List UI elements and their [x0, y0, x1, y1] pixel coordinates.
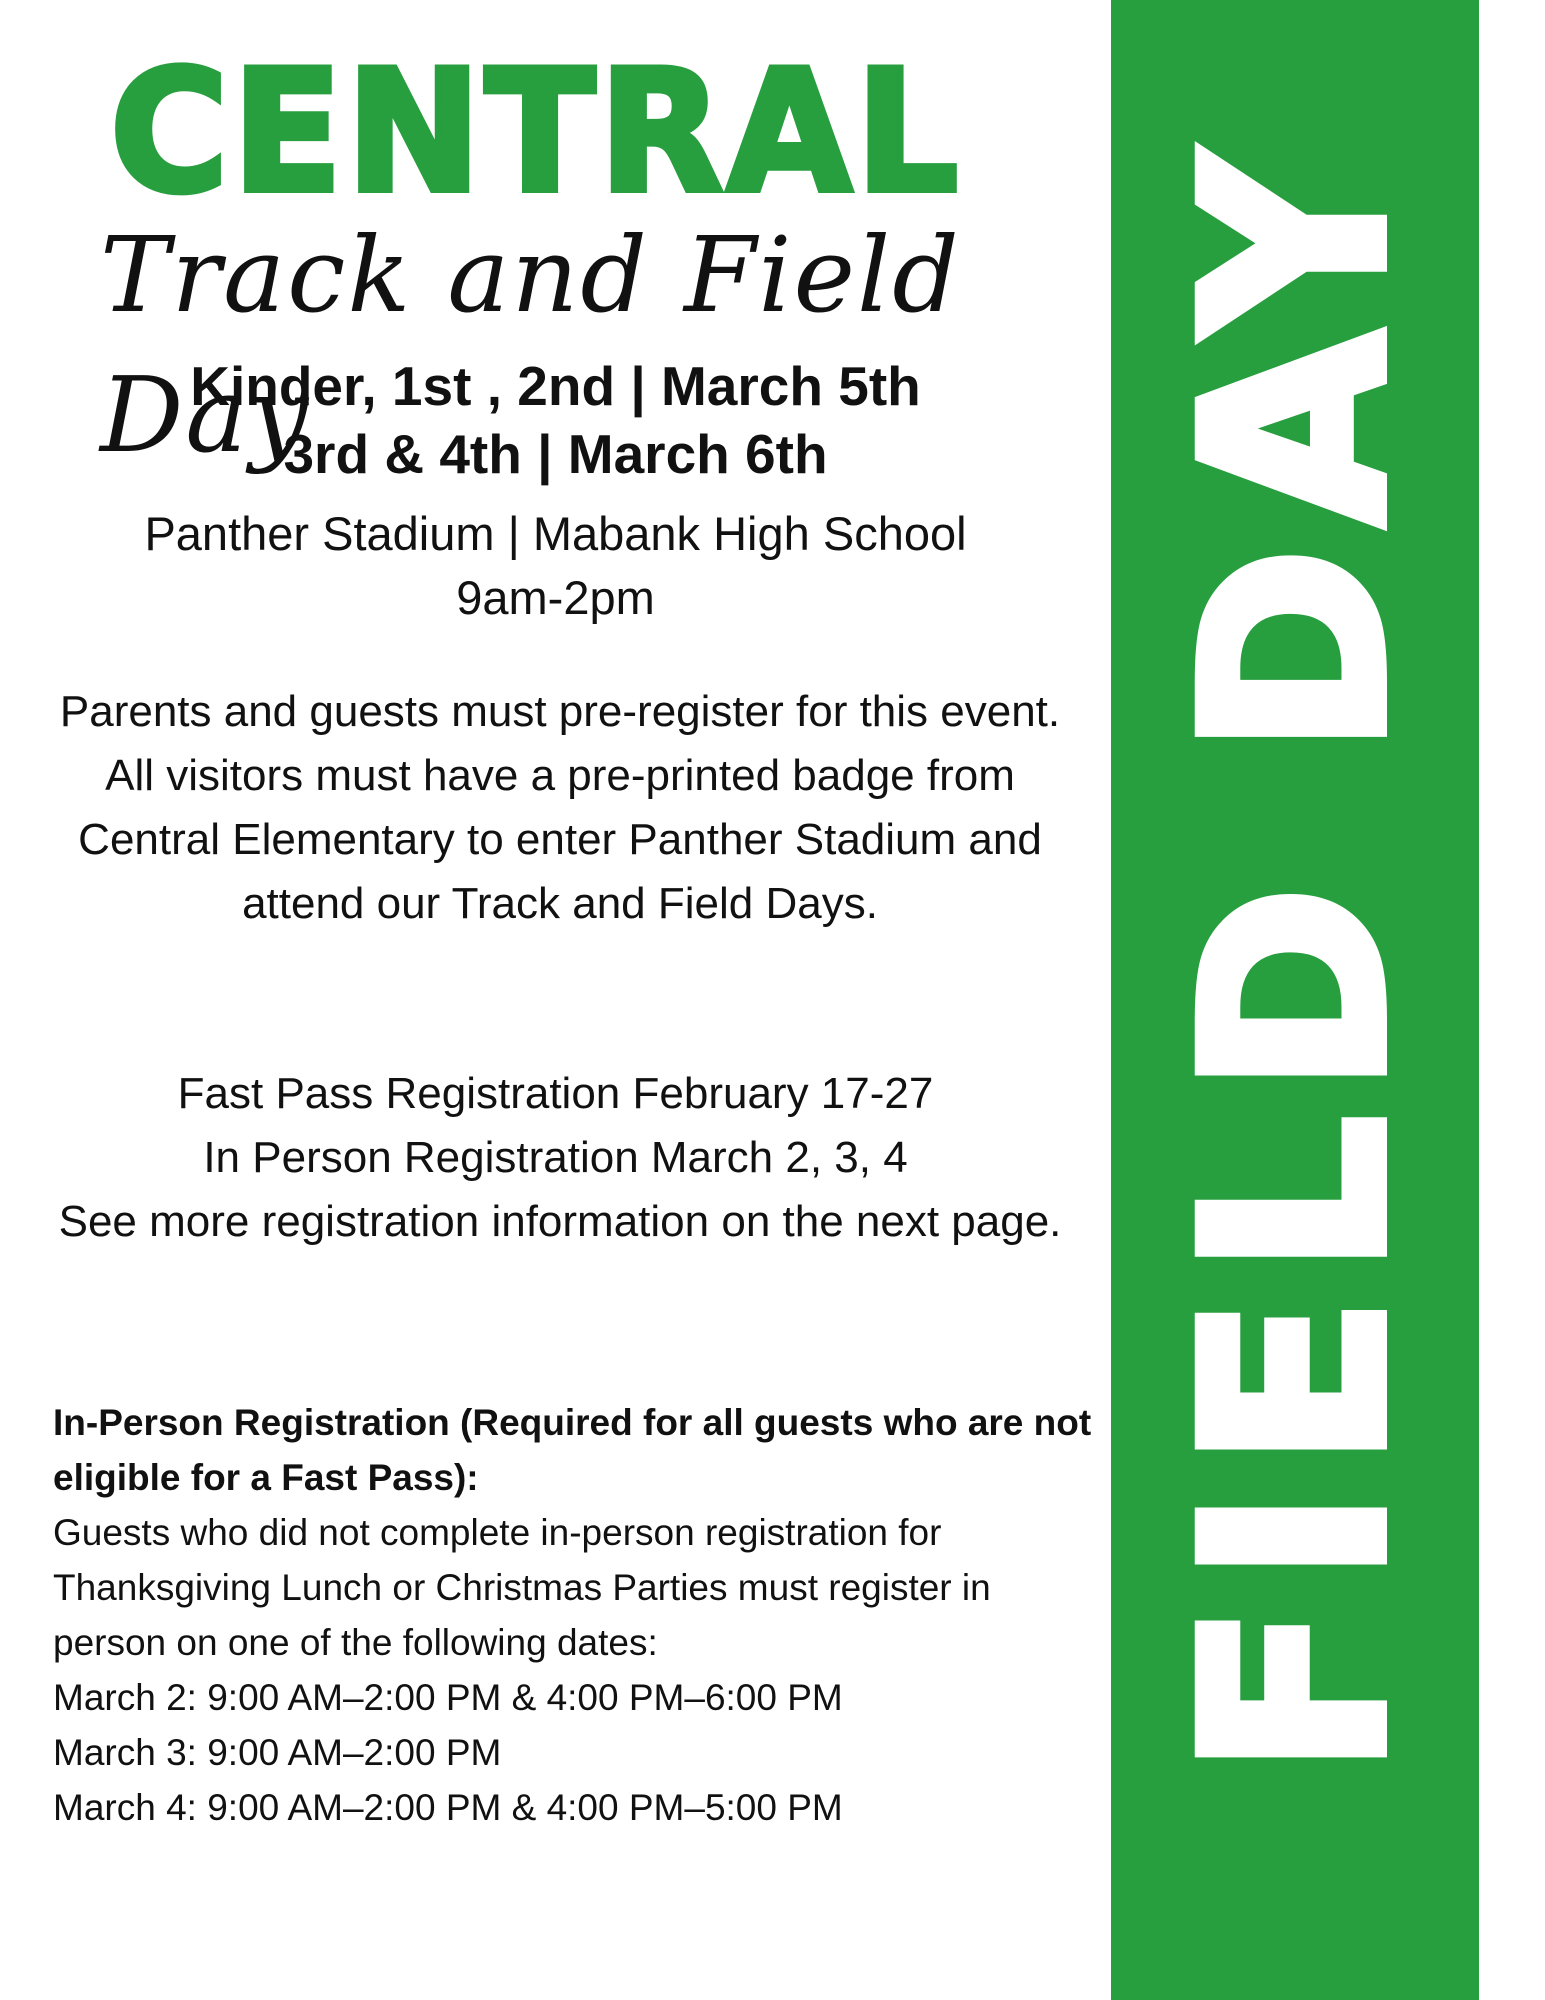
fast-pass-dates: Fast Pass Registration February 17-27 — [177, 1069, 934, 1118]
date-line: March 4: 9:00 AM–2:00 PM & 4:00 PM–5:00 PM — [53, 1787, 843, 1828]
more-info-note: See more registration information on the next page. — [58, 1197, 1062, 1246]
schedule-line-k-2: Kinder, 1st , 2nd | March 5th — [190, 355, 921, 417]
school-name-title: CENTRAL — [110, 34, 963, 230]
in-person-section — [53, 1395, 1093, 1835]
date-line: March 3: 9:00 AM–2:00 PM — [53, 1732, 502, 1773]
venue-text: Panther Stadium | Mabank High School — [144, 507, 967, 560]
schedule-line-3-4: 3rd & 4th | March 6th — [283, 423, 828, 485]
in-person-body: Guests who did not complete in-person registration for Thanksgiving Lunch or Christmas Parties must register in person on one of the following dates: — [53, 1512, 991, 1663]
hours-text: 9am-2pm — [456, 571, 655, 624]
event-script-title: Track and Field Day — [100, 214, 961, 476]
in-person-heading: In-Person Registration (Required for all guests who are not eligible for a Fast Pass): — [53, 1402, 1092, 1498]
date-line: March 2: 9:00 AM–2:00 PM & 4:00 PM–6:00 PM — [53, 1677, 843, 1718]
field-day-vertical-label: FIELD DAY — [1150, 130, 1441, 1776]
preregister-notice: Parents and guests must pre-register for this event. All visitors must have a pre-printed badge from Central Elementary to enter Panther Stadium and attend our Track and Field Days. — [59, 687, 1061, 928]
in-person-dates: In Person Registration March 2, 3, 4 — [203, 1133, 908, 1182]
